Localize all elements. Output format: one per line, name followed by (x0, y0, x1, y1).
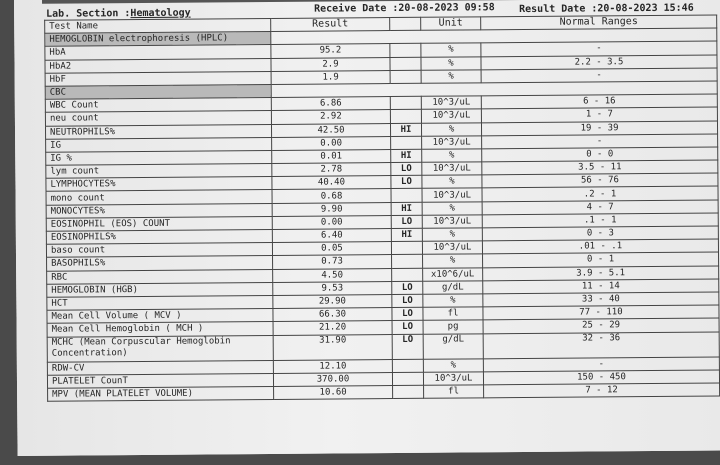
unit-cell: 10^3/uL (421, 109, 481, 123)
flag-cell: HI (391, 228, 422, 241)
flag-cell: LO (391, 162, 422, 175)
test-name-cell: MPV (MEAN PLATELET VOLUME) (48, 386, 274, 401)
unit-cell: % (423, 358, 483, 372)
test-name-cell: WBC Count (45, 98, 271, 113)
lab-section-label: Lab. Section : (46, 8, 131, 20)
test-name-cell: lym count (46, 164, 272, 179)
range-cell: 77 - 110 (483, 305, 719, 320)
flag-cell: LO (391, 215, 422, 228)
range-cell: 2.2 - 3.5 (481, 55, 717, 70)
test-name-cell: RDW-CV (47, 360, 273, 375)
result-cell: 9.53 (273, 281, 392, 295)
result-cell: 10.60 (274, 385, 393, 399)
flag-cell: HI (391, 202, 422, 215)
result-cell: 12.10 (273, 359, 392, 373)
unit-cell: % (422, 149, 482, 163)
unit-cell: fl (423, 307, 483, 321)
flag-cell (392, 268, 423, 281)
result-date-value: 20-08-2023 15:46 (597, 2, 694, 15)
unit-cell: 10^3/uL (422, 136, 482, 150)
flag-cell: HI (391, 149, 422, 162)
test-name-cell: Mean Cell Hemoglobin ( MCH ) (47, 322, 273, 337)
unit-cell: 10^3/uL (422, 188, 482, 202)
range-cell: 0 - 0 (482, 147, 718, 162)
test-name-cell: RBC (47, 269, 273, 284)
range-cell: 11 - 14 (483, 279, 719, 294)
unit-cell: g/dL (423, 333, 483, 358)
range-cell: 0 - 1 (483, 252, 719, 267)
range-cell: 6 - 16 (481, 94, 717, 109)
test-name-cell: Mean Cell Volume ( MCV ) (47, 309, 273, 324)
flag-cell: LO (392, 294, 423, 307)
unit-cell: g/dL (423, 281, 483, 295)
range-cell: 1 - 7 (481, 107, 717, 122)
flag-cell (390, 110, 421, 123)
result-cell: 6.40 (272, 229, 391, 243)
result-cell: 0.01 (272, 149, 391, 163)
range-cell: 19 - 39 (481, 120, 717, 135)
range-cell: - (482, 134, 718, 149)
range-cell: - (483, 356, 719, 371)
result-cell: 29.90 (273, 294, 392, 308)
range-cell: - (481, 41, 717, 56)
flag-cell: LO (391, 176, 422, 189)
test-name-cell: LYMPHOCYTES% (46, 177, 272, 192)
range-cell: .01 - .1 (482, 239, 718, 254)
unit-cell: % (421, 56, 481, 70)
col-header-unit: Unit (421, 17, 481, 31)
flag-cell (393, 385, 424, 398)
flag-cell (391, 136, 422, 149)
range-cell: 25 - 29 (483, 318, 719, 333)
result-date-label: Result Date : (519, 3, 598, 16)
result-cell: 4.50 (273, 268, 392, 282)
unit-cell: 10^3/uL (422, 215, 482, 229)
flag-cell (392, 372, 423, 385)
test-name-cell: NEUTROPHILS% (45, 124, 271, 139)
test-name-cell: HEMOGLOBIN (HGB) (47, 282, 273, 297)
test-name-cell: baso count (46, 243, 272, 258)
result-cell: 1.9 (271, 70, 390, 84)
lab-section-value: Hematology (130, 7, 191, 20)
range-cell: 3.9 - 5.1 (483, 266, 719, 281)
receive-date-value: 20-08-2023 09:58 (398, 2, 495, 14)
flag-cell (391, 241, 422, 254)
result-cell: 42.50 (271, 123, 390, 137)
flag-cell (390, 44, 421, 57)
unit-cell: % (423, 254, 483, 268)
unit-cell: 10^3/uL (422, 241, 482, 255)
flag-cell (390, 57, 421, 70)
test-name-cell: BASOPHILS% (47, 256, 273, 271)
unit-cell: % (421, 43, 481, 57)
col-header-result: Result (271, 18, 390, 32)
range-cell: 7 - 12 (484, 383, 720, 398)
unit-cell: % (422, 201, 482, 215)
test-name-cell: EOSINOPHILS% (46, 229, 272, 244)
range-cell: 32 - 36 (483, 331, 719, 358)
unit-cell: pg (423, 320, 483, 334)
col-header-test: Test Name (45, 18, 271, 33)
unit-cell: fl (424, 385, 484, 399)
flag-cell: LO (392, 334, 423, 359)
result-cell: 2.92 (271, 110, 390, 124)
result-cell: 2.78 (272, 163, 391, 177)
range-cell: .2 - 1 (482, 186, 718, 201)
flag-cell: LO (392, 321, 423, 334)
unit-cell: x10^6/uL (423, 267, 483, 281)
test-name-cell: EOSINOPHIL (EOS) COUNT (46, 216, 272, 231)
test-name-cell: mono count (46, 190, 272, 205)
result-date (519, 3, 694, 15)
range-cell: 33 - 40 (483, 292, 719, 307)
results-table-body (45, 15, 720, 401)
unit-cell: 10^3/uL (423, 372, 483, 386)
flag-cell (390, 70, 421, 83)
unit-cell: 10^3/uL (422, 162, 482, 176)
unit-cell: % (422, 228, 482, 242)
col-header-flag (390, 17, 421, 30)
unit-cell: % (423, 294, 483, 308)
result-cell: 21.20 (273, 321, 392, 335)
range-cell: 56 - 76 (482, 173, 718, 188)
result-cell: 0.00 (272, 215, 391, 229)
flag-cell: HI (390, 123, 421, 136)
test-name-cell: HbF (45, 71, 271, 86)
test-name-cell: HbA (45, 45, 271, 60)
result-cell: 0.68 (272, 189, 391, 203)
result-cell: 66.30 (273, 308, 392, 322)
unit-cell: % (421, 122, 481, 136)
unit-cell: 10^3/uL (421, 96, 481, 110)
result-cell: 0.73 (273, 255, 392, 269)
result-cell: 40.40 (272, 176, 391, 190)
result-cell: 0.00 (272, 136, 391, 150)
flag-cell (392, 255, 423, 268)
unit-cell: % (421, 70, 481, 84)
unit-cell: % (422, 175, 482, 189)
section-title: HEMOGLOBIN electrophoresis (HPLC) (45, 32, 271, 47)
flag-cell (390, 96, 421, 109)
range-cell: 4 - 7 (482, 200, 718, 215)
section-title: CBC (45, 84, 271, 99)
flag-cell: LO (392, 307, 423, 320)
range-cell: 150 - 450 (483, 370, 719, 385)
result-cell: 6.86 (271, 97, 390, 111)
test-name-cell: PLATELET CounT (47, 373, 273, 388)
col-header-range: Normal Ranges (481, 15, 717, 30)
test-name-cell: IG % (46, 150, 272, 165)
test-name-cell: HbA2 (45, 58, 271, 73)
result-cell: 370.00 (273, 372, 392, 386)
result-cell: 0.05 (272, 242, 391, 256)
flag-cell (392, 359, 423, 372)
result-cell: 31.90 (273, 334, 392, 360)
flag-cell: LO (392, 281, 423, 294)
receive-date-label: Receive Date : (314, 2, 399, 15)
range-cell: - (481, 68, 717, 83)
test-name-cell: HCT (47, 295, 273, 310)
result-cell: 9.90 (272, 202, 391, 216)
test-name-cell: MCHC (Mean Corpuscular Hemoglobin Concentration) (47, 335, 273, 362)
test-name-cell: MONOCYTES% (46, 203, 272, 218)
test-name-cell: neu count (45, 111, 271, 126)
lab-report-sheet (14, 0, 720, 456)
result-cell: 2.9 (271, 57, 390, 71)
test-name-cell: IG (46, 137, 272, 152)
range-cell: 3.5 - 11 (482, 160, 718, 175)
range-cell: 0 - 3 (482, 226, 718, 241)
receive-date (314, 2, 495, 14)
result-cell: 95.2 (271, 44, 390, 58)
flag-cell (391, 189, 422, 202)
range-cell: .1 - 1 (482, 213, 718, 228)
results-table (44, 14, 720, 401)
